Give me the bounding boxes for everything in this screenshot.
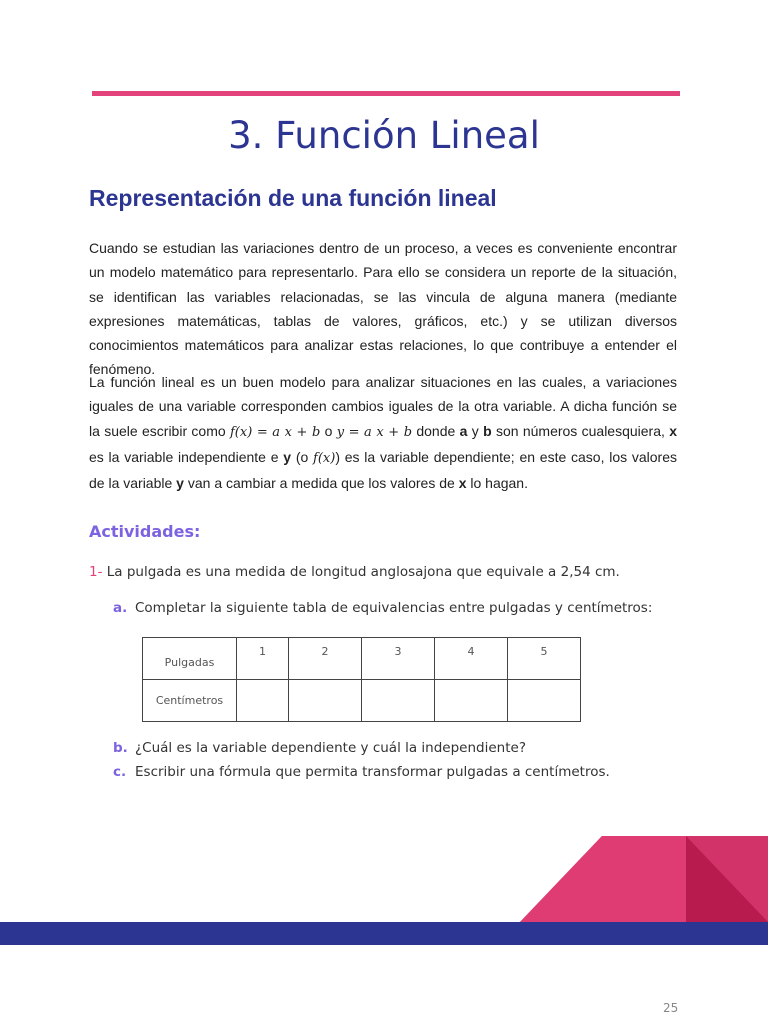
decorative-corner-shapes bbox=[0, 836, 768, 924]
table-cell-empty bbox=[237, 680, 289, 722]
table-row bbox=[143, 680, 581, 722]
activity-1 bbox=[89, 564, 620, 580]
top-accent-rule bbox=[92, 91, 680, 96]
table-cell: 1 bbox=[237, 638, 289, 680]
table-cell-empty bbox=[435, 680, 508, 722]
footer-bar bbox=[0, 922, 768, 945]
intro-paragraph: Cuando se estudian las variaciones dentro de un proceso, a veces es conveniente encontrar un modelo matemático para representarlo. Para ello se considera un reporte de la situación, se identifican las variables relacionadas, se las vincula de alguna manera (mediante expresiones matemáticas, tablas de valores, gráficos, etc.) y se utilizan diversos conocimientos matemáticos para analizar estas relaciones, lo que contribuye a entender el fenómeno. bbox=[89, 240, 677, 378]
table-cell: 4 bbox=[435, 638, 508, 680]
activity-c bbox=[113, 764, 610, 780]
section-title: Representación de una función lineal bbox=[89, 185, 497, 211]
table-cell: 5 bbox=[508, 638, 581, 680]
activity-b bbox=[113, 740, 526, 756]
activity-a-marker: a. bbox=[113, 600, 128, 616]
definition-paragraph: La función lineal es un buen modelo para analizar situaciones en las cuales, a variaciones iguales de una variable corresponden cambios iguales de la otra variable. A dicha función se la suele escribir como f(x) = a x + b o y = a x + b donde a y b son números cualesquiera, x es la variable independiente e y (o f(x)) es la variable dependiente; en este caso, los valores de la variable y van a cambiar a medida que los valores de x lo hagan. bbox=[89, 374, 678, 492]
table-cell-empty bbox=[289, 680, 362, 722]
activity-1-marker: 1- bbox=[89, 564, 103, 580]
row-label-centimetros: Centímetros bbox=[143, 680, 237, 722]
activity-b-marker: b. bbox=[113, 740, 128, 756]
formula-y: y = a x + b bbox=[336, 424, 413, 440]
activity-a-text: Completar la siguiente tabla de equivalencias entre pulgadas y centímetros: bbox=[135, 600, 653, 616]
activities-heading: Actividades: bbox=[89, 522, 201, 541]
chapter-title: 3. Función Lineal bbox=[228, 114, 540, 157]
table-cell-empty bbox=[362, 680, 435, 722]
page-number: 25 bbox=[663, 1001, 679, 1015]
table-cell: 3 bbox=[362, 638, 435, 680]
table-row bbox=[143, 638, 581, 680]
activity-c-marker: c. bbox=[113, 764, 127, 780]
table-cell-empty bbox=[508, 680, 581, 722]
formula-f: f(x) = a x + b bbox=[230, 424, 321, 440]
activity-a bbox=[113, 600, 652, 616]
activity-b-text: ¿Cuál es la variable dependiente y cuál la independiente? bbox=[135, 740, 526, 756]
row-label-pulgadas: Pulgadas bbox=[143, 638, 237, 680]
equivalence-table bbox=[142, 637, 581, 722]
activity-c-text: Escribir una fórmula que permita transformar pulgadas a centímetros. bbox=[135, 764, 610, 780]
table-cell: 2 bbox=[289, 638, 362, 680]
activity-1-text: La pulgada es una medida de longitud anglosajona que equivale a 2,54 cm. bbox=[102, 564, 620, 580]
